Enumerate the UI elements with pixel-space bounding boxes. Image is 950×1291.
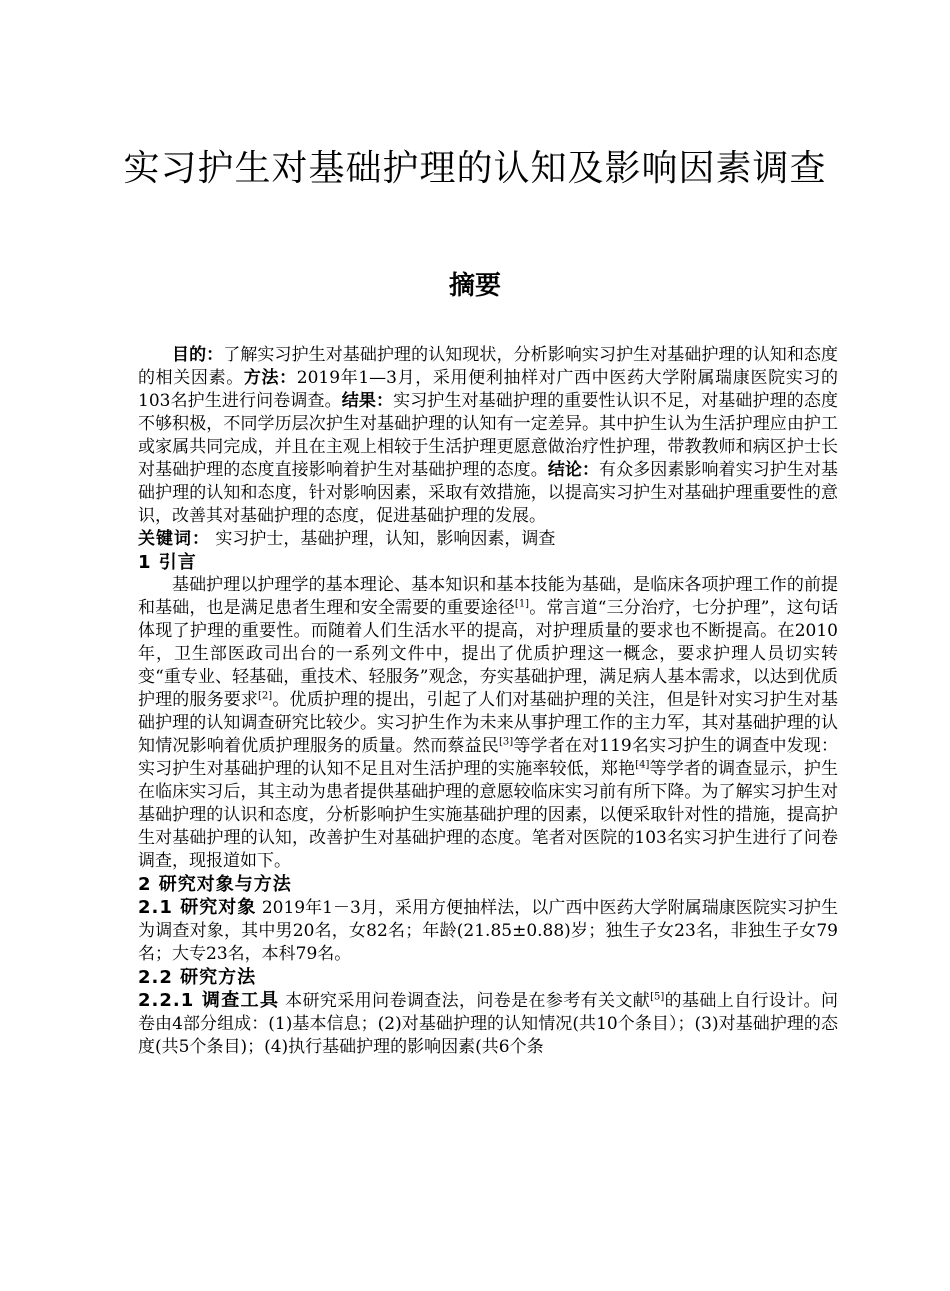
- section-2-heading: 2 研究对象与方法: [138, 874, 292, 895]
- section-2-2-1-text-1: 本研究采用问卷调查法，问卷是在参考有关文献: [279, 991, 651, 1011]
- section-1-heading: 1 引言: [138, 552, 197, 573]
- method-label: 方法：: [243, 368, 297, 388]
- intro-text-2: 。常言道“三分治疗，七分护理”，这句话体现了护理的重要性。而随着人们生活水平的提高，对护理质量的要求也不断提高。在2010年，卫生部医政司出台的一系列文件中，提出了优质护理这一概念，要求护理人员切实转变“重专业、轻基础，重技术、轻服务”观念，夯实基础护理，满足病人基本需求，以达到优质护理的服务要求: [138, 598, 838, 710]
- section-2-1-heading: 2.1 研究对象: [138, 897, 257, 918]
- abstract-paragraph: [138, 344, 838, 528]
- introduction-paragraph: [138, 574, 838, 873]
- paper-title: 实习护生对基础护理的认知及影响因素调查: [123, 148, 827, 189]
- result-label: 结果：: [341, 391, 394, 411]
- section-2-2-1-paragraph: [138, 989, 838, 1059]
- method-text: 2019年1—3月，采用便利抽样对广西中医药大学附属瑞康医院实习的103名护生进行问卷调查。: [138, 368, 839, 411]
- conclusion-label: 结论：: [547, 460, 600, 480]
- paper-body: [138, 344, 838, 1059]
- citation-4: [4]: [635, 759, 650, 771]
- purpose-text: 了解实习护生对基础护理的认知现状，分析影响实习护生对基础护理的认知和态度的相关因素。: [138, 345, 839, 388]
- section-2-1-paragraph: [138, 896, 838, 966]
- purpose-label: 目的：: [172, 345, 224, 365]
- intro-text-5: 等学者的调查显示，护生在临床实习后，其主动为患者提供基础护理的意愿较临床实习前有所下降。为了解实习护生对基础护理的认识和态度，分析影响护生实施基础护理的因素，以便采取针对性的措施，提高护生对基础护理的认知，改善护生对基础护理的态度。笔者对医院的103名实习护生进行了问卷调查，现报道如下。: [138, 759, 839, 871]
- intro-text-1: 基础护理以护理学的基本理论、基本知识和基本技能为基础，是临床各项护理工作的前提和基础，也是满足患者生理和安全需要的重要途径: [138, 575, 838, 618]
- result-text: 实习护生对基础护理的重要性认识不足，对基础护理的态度不够积极，不同学历层次护生对基础护理的认知有一定差异。其中护生认为生活护理应由护工或家属共同完成，并且在主观上相较于生活护理更愿意做治疗性护理，带教教师和病区护士长对基础护理的态度直接影响着护生对基础护理的态度。: [138, 391, 839, 480]
- keywords-text: 实习护士，基础护理，认知，影响因素，调查: [210, 529, 556, 549]
- citation-2: [2]: [258, 690, 273, 702]
- section-2-2-1-heading: 2.2.1 调查工具: [138, 990, 280, 1011]
- section-2-2-1-text-2: 的基础上自行设计。问卷由4部分组成：(1)基本信息；(2)对基础护理的认知情况(共10个条目）；(3)对基础护理的态度(共5个条目)；(4)执行基础护理的影响因素(共6个条: [138, 991, 839, 1057]
- citation-3: [3]: [498, 736, 514, 748]
- keywords-line: [138, 528, 838, 551]
- section-2-1-text: 2019年1－3月，采用方便抽样法，以广西中医药大学附属瑞康医院实习护生为调查对象，其中男20名，女82名；年龄(21.85±0.88)岁；独生子女23名，非独生子女79名；大专23名，本科79名。: [138, 898, 838, 964]
- conclusion-text: 有众多因素影响着实习护生对基础护理的认知和态度，针对影响因素，采取有效措施，以提高实习护生对基础护理重要性的意识，改善其对基础护理的态度，促进基础护理的发展。: [138, 460, 839, 526]
- intro-text-4: 等学者在对119名实习护生的调查中发现：实习护生对基础护理的认知不足且对生活护理的实施率较低，郑艳: [138, 736, 839, 779]
- keywords-label: 关键词：: [138, 529, 210, 549]
- section-2-2-heading: 2.2 研究方法: [138, 967, 257, 988]
- intro-text-3: 。优质护理的提出，引起了人们对基础护理的关注，但是针对实习护生对基础护理的认知调查研究比较少。实习护生作为未来从事护理工作的主力军，其对基础护理的认知情况影响着优质护理服务的质量。然而蔡益民: [138, 690, 839, 756]
- citation-1: [1]: [514, 598, 530, 610]
- abstract-heading: 摘要: [448, 271, 501, 301]
- citation-5: [5]: [650, 991, 665, 1003]
